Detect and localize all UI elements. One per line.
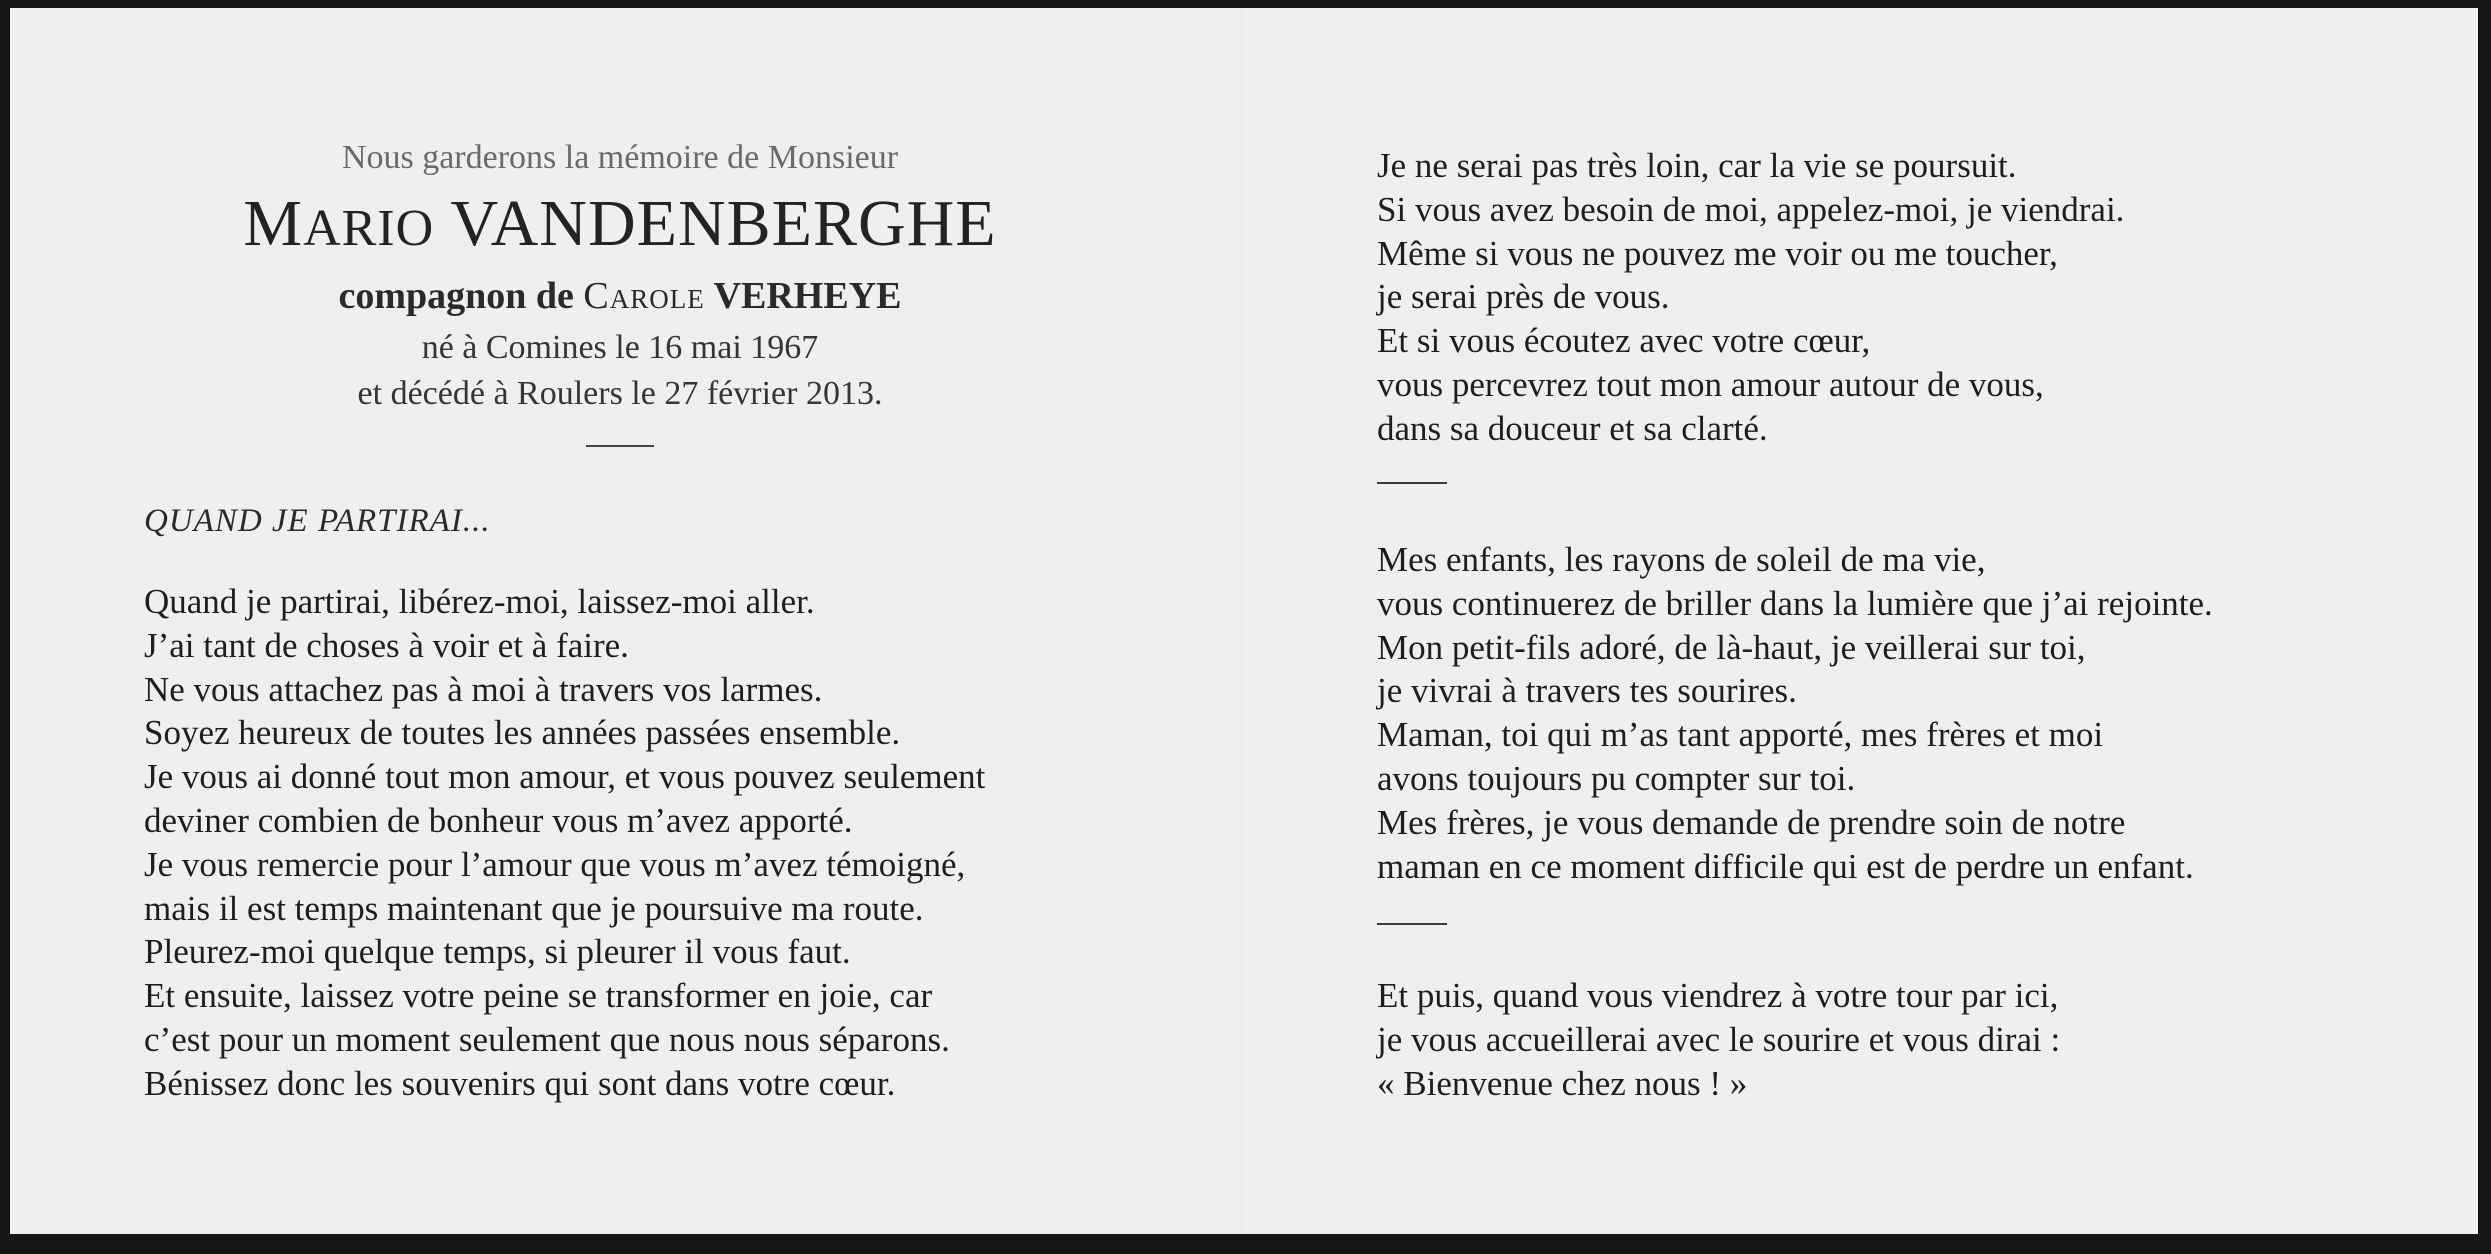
first-name-rest: ARIO bbox=[303, 200, 435, 257]
poem-line: Mes enfants, les rayons de soleil de ma vie, bbox=[1377, 540, 1986, 579]
stanza-divider-1 bbox=[1377, 482, 1447, 484]
poem-line: mais il est temps maintenant que je poursuive ma route. bbox=[144, 888, 924, 928]
header-divider bbox=[586, 445, 654, 447]
intro-text: Nous garderons la mémoire de Monsieur bbox=[341, 139, 899, 176]
memorial-header bbox=[10, 136, 1230, 447]
poem-line: Je vous ai donné tout mon amour, et vous pouvez seulement bbox=[144, 757, 986, 797]
left-panel bbox=[10, 8, 1240, 1234]
last-name: VANDENBERGHE bbox=[450, 187, 997, 260]
partner-last-name: VERHEYE bbox=[713, 275, 902, 317]
poem-line: Mon petit-fils adoré, de là-haut, je veillerai sur toi, bbox=[1377, 627, 2086, 667]
poem-right-stanza-2 bbox=[1377, 538, 2213, 888]
poem-line: c’est pour un moment seulement que nous nous séparons. bbox=[144, 1019, 950, 1059]
poem-line: Soyez heureux de toutes les années passées ensemble. bbox=[144, 713, 901, 753]
poem-line: Même si vous ne pouvez me voir ou me toucher, bbox=[1377, 233, 2058, 273]
poem-line: vous percevrez tout mon amour autour de vous, bbox=[1377, 364, 2044, 404]
poem-line: vous continuerez de briller dans la lumière que j’ai rejointe. bbox=[1377, 583, 2213, 623]
poem-right-stanza-3 bbox=[1377, 974, 2060, 1105]
poem-line: je vous accueillerai avec le sourire et vous dirai : bbox=[1377, 1019, 2061, 1059]
poem-line: Maman, toi qui m’as tant apporté, mes frères et moi bbox=[1377, 715, 2104, 755]
poem-line: Bénissez donc les souvenirs qui sont dans votre cœur. bbox=[144, 1063, 896, 1103]
poem-line: je serai près de vous. bbox=[1377, 277, 1670, 317]
poem-line: maman en ce moment difficile qui est de perdre un enfant. bbox=[1377, 846, 2194, 886]
dates-text bbox=[10, 325, 1230, 417]
poem-line: Et puis, quand vous viendrez à votre tour par ici, bbox=[1377, 976, 2059, 1015]
right-panel bbox=[1243, 8, 2478, 1234]
poem-line: Je vous remercie pour l’amour que vous m’avez témoigné, bbox=[144, 844, 966, 884]
deceased-name bbox=[10, 182, 1230, 271]
partner-prefix: compagnon de bbox=[338, 275, 574, 317]
partner-first-name: Carole bbox=[583, 275, 705, 317]
poem-left-column bbox=[144, 580, 985, 1106]
poem-line: J’ai tant de choses à voir et à faire. bbox=[144, 625, 629, 665]
partner-line bbox=[10, 271, 1230, 321]
poem-title: QUAND JE PARTIRAI... bbox=[144, 503, 491, 539]
poem-line: je vivrai à travers tes sourires. bbox=[1377, 671, 1797, 711]
stanza-divider-2 bbox=[1377, 923, 1447, 925]
poem-line: Mes frères, je vous demande de prendre soin de notre bbox=[1377, 802, 2126, 842]
memorial-card bbox=[10, 8, 2478, 1234]
poem-line: Ne vous attachez pas à moi à travers vos larmes. bbox=[144, 669, 823, 709]
poem-line: Pleurez-moi quelque temps, si pleurer il vous faut. bbox=[144, 932, 851, 972]
poem-right-stanza-1 bbox=[1377, 144, 2124, 451]
poem-line: dans sa douceur et sa clarté. bbox=[1377, 408, 1768, 448]
poem-line: Je ne serai pas très loin, car la vie se poursuit. bbox=[1377, 146, 2017, 185]
poem-line: avons toujours pu compter sur toi. bbox=[1377, 758, 1856, 798]
poem-line: Et si vous écoutez avec votre cœur, bbox=[1377, 321, 1871, 361]
poem-line: deviner combien de bonheur vous m’avez apporté. bbox=[144, 800, 853, 840]
poem-line: Si vous avez besoin de moi, appelez-moi, je viendrai. bbox=[1377, 189, 2125, 229]
poem-line: Et ensuite, laissez votre peine se transformer en joie, car bbox=[144, 976, 933, 1016]
poem-line: Quand je partirai, libérez-moi, laissez-moi aller. bbox=[144, 582, 815, 621]
first-name-initial: M bbox=[243, 187, 304, 260]
death-line: et décédé à Roulers le 27 février 2013. bbox=[357, 375, 883, 412]
birth-line: né à Comines le 16 mai 1967 bbox=[421, 329, 819, 366]
poem-line: « Bienvenue chez nous ! » bbox=[1377, 1063, 1748, 1103]
